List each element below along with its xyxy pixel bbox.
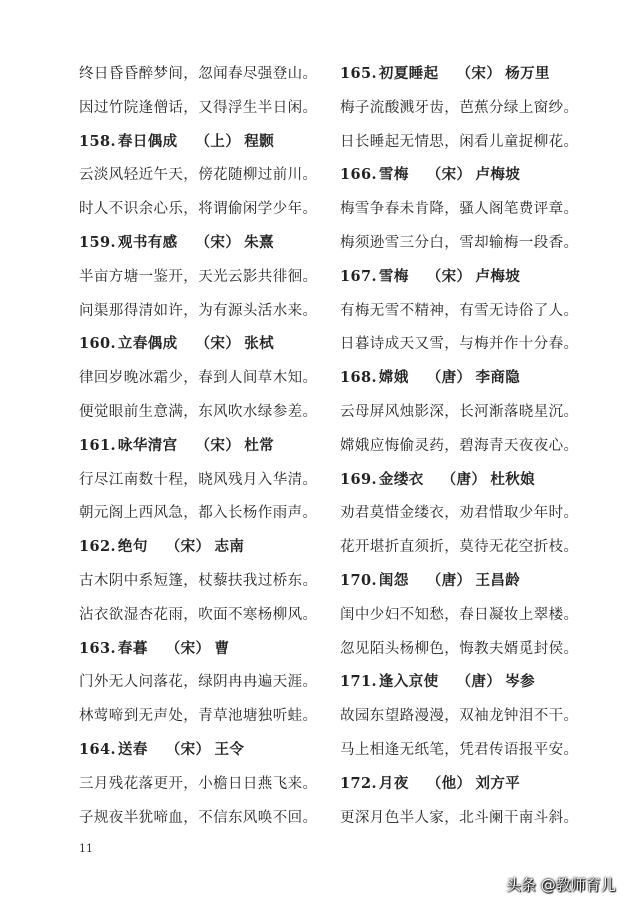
poem-title (79, 231, 284, 265)
poem-number: 161. (79, 436, 116, 454)
poem-title (79, 434, 284, 468)
poem-dynasty: （宋） (165, 740, 211, 758)
poem-name: 咏华清宫 (117, 436, 178, 454)
poem-author: 程颢 (244, 132, 275, 150)
poem-verse: 林莺啼到无声处，青草池塘独听蛙。 (79, 708, 318, 725)
poem-verse: 梅子流酸溅牙齿，芭蕉分绿上窗纱。 (340, 99, 579, 116)
poem-verse: 云淡风轻近午天，傍花随柳过前川。 (79, 167, 318, 184)
poem-verse: 有梅无雪不精神，有雪无诗俗了人。 (340, 302, 579, 319)
poem-verse: 朝元阁上西风急，都入长杨作雨声。 (79, 505, 318, 522)
poem-number: 167. (340, 267, 377, 285)
poem-verse: 因过竹院逢僧话，又得浮生半日闲。 (79, 99, 318, 116)
poem-number: 159. (79, 233, 116, 251)
poem-name: 绝句 (117, 538, 148, 556)
poem-verse: 嫦娥应悔偷灵药，碧海青天夜夜心。 (340, 437, 579, 454)
poem-verse: 日长睡起无情思，闲看儿童捉柳花。 (340, 133, 579, 150)
poem-name: 月夜 (378, 774, 409, 792)
poem-author: 杨万里 (505, 65, 550, 82)
poem-verse: 半亩方塘一鉴开，天光云影共徘徊。 (79, 268, 318, 285)
poem-name: 立春偶成 (117, 335, 178, 353)
poem-dynasty: （宋） (195, 436, 241, 454)
poem-author: 杜秋娘 (490, 470, 536, 488)
poem-verse: 门外无人问落花，绿阴冉冉遍天涯。 (79, 674, 318, 691)
poem-verse: 沾衣欲湿杏花雨，吹面不寒杨柳风。 (79, 606, 318, 623)
poem-name: 送春 (117, 740, 148, 758)
poem-number: 162. (79, 538, 116, 556)
poem-number: 164. (79, 740, 116, 758)
poem-number: 171. (340, 673, 377, 691)
poem-verse: 三月残花落更开，小檐日日燕飞来。 (79, 775, 318, 792)
poem-verse: 更深月色半人家，北斗阑干南斗斜。 (340, 809, 579, 826)
poem-verse: 便觉眼前生意满，东风吹水绿参差。 (79, 403, 318, 420)
poem-name: 春暮 (117, 639, 148, 657)
poem-number: 170. (340, 571, 377, 589)
poem-number: 163. (79, 639, 116, 657)
poem-verse: 时人不识余心乐，将谓偷闲学少年。 (79, 201, 318, 218)
poem-number: 168. (340, 369, 377, 387)
poem-name: 春日偶成 (117, 132, 178, 150)
poem-title (340, 163, 545, 197)
watermark: 头条 @教师育儿 (506, 876, 616, 894)
poem-verse: 劝君莫惜金缕衣，劝君惜取少年时。 (340, 505, 579, 522)
left-column (79, 62, 318, 839)
poem-dynasty: （唐） (426, 571, 472, 589)
poem-verse: 马上相逢无纸笔，凭君传语报平安。 (340, 741, 579, 758)
poem-title (79, 637, 284, 671)
poem-dynasty: （宋） (426, 166, 472, 184)
poem-verse: 闺中少妇不知愁，春日凝妆上翠楼。 (340, 606, 579, 623)
poem-name: 金缕衣 (378, 470, 424, 488)
poem-name: 雪梅 (378, 166, 409, 184)
poem-author: 岑参 (505, 673, 536, 691)
poem-verse: 云母屏风烛影深，长河渐落晓星沉。 (340, 403, 579, 420)
poem-title (79, 535, 284, 569)
poem-dynasty: （宋） (195, 335, 241, 353)
poem-number: 166. (340, 166, 377, 184)
poem-name: 嫦娥 (378, 369, 409, 387)
poem-title (340, 62, 550, 96)
poem-verse: 行尽江南数十程，晓风残月入华清。 (79, 471, 318, 488)
poem-author: 王昌龄 (475, 571, 521, 589)
poem-author: 曹 (214, 639, 230, 657)
poem-verse: 子规夜半犹啼血，不信东风唤不回。 (79, 809, 318, 826)
right-column (340, 62, 579, 839)
poem-author: 刘方平 (475, 774, 521, 792)
poem-dynasty: （唐） (456, 673, 502, 691)
poem-dynasty: （唐） (441, 470, 487, 488)
poem-dynasty: （上） (195, 132, 241, 150)
poem-author: 张栻 (244, 335, 275, 353)
poem-title (340, 569, 545, 603)
poem-verse: 日暮诗成天又雪，与梅并作十分春。 (340, 336, 579, 353)
poem-verse: 古木阴中系短篷，杖藜扶我过桥东。 (79, 572, 318, 589)
poem-dynasty: （宋） (165, 538, 211, 556)
poem-number: 165. (340, 65, 377, 82)
poem-dynasty: （宋） (456, 65, 502, 82)
poem-title (340, 468, 545, 502)
poem-verse: 故园东望路漫漫，双袖龙钟泪不干。 (340, 708, 579, 725)
poem-dynasty: （他） (426, 774, 472, 792)
poem-name: 逢入京使 (378, 673, 439, 691)
poem-verse: 忽见陌头杨柳色，悔教夫婿觅封侯。 (340, 640, 579, 657)
poem-dynasty: （宋） (165, 639, 211, 657)
poem-number: 172. (340, 774, 377, 792)
poem-name: 观书有感 (117, 233, 178, 251)
poem-number: 160. (79, 335, 116, 353)
poem-author: 杜常 (244, 436, 275, 454)
poem-verse: 终日昏昏醉梦间，忽闻春尽强登山。 (79, 66, 318, 82)
poem-verse: 问渠那得清如许，为有源头活水来。 (79, 302, 318, 319)
poem-title (340, 265, 545, 299)
poem-dynasty: （唐） (426, 369, 472, 387)
poem-title (340, 366, 545, 400)
poem-title (79, 130, 284, 164)
poem-number: 169. (340, 470, 377, 488)
poem-dynasty: （宋） (426, 267, 472, 285)
poem-dynasty: （宋） (195, 233, 241, 251)
poem-verse: 律回岁晚冰霜少，春到人间草木知。 (79, 370, 318, 387)
poem-author: 王令 (214, 740, 245, 758)
poem-title (340, 670, 545, 704)
poem-name: 闺怨 (378, 571, 409, 589)
poem-author: 朱熹 (244, 233, 275, 251)
poem-verse: 梅雪争春未肯降，骚人阁笔费评章。 (340, 201, 579, 218)
poem-name: 初夏睡起 (378, 65, 439, 82)
poem-author: 李商隐 (475, 369, 521, 387)
poem-title (340, 772, 545, 806)
poem-verse: 花开堪折直须折，莫待无花空折枝。 (340, 539, 579, 556)
poem-title (79, 738, 284, 772)
poem-verse: 梅须逊雪三分白，雪却输梅一段香。 (340, 234, 579, 251)
poem-author: 卢梅坡 (475, 166, 521, 184)
page-number: 11 (79, 842, 93, 855)
poem-author: 卢梅坡 (475, 267, 521, 285)
poem-number: 158. (79, 132, 116, 150)
poem-author: 志南 (214, 538, 245, 556)
poem-title (79, 332, 284, 366)
poem-name: 雪梅 (378, 267, 409, 285)
